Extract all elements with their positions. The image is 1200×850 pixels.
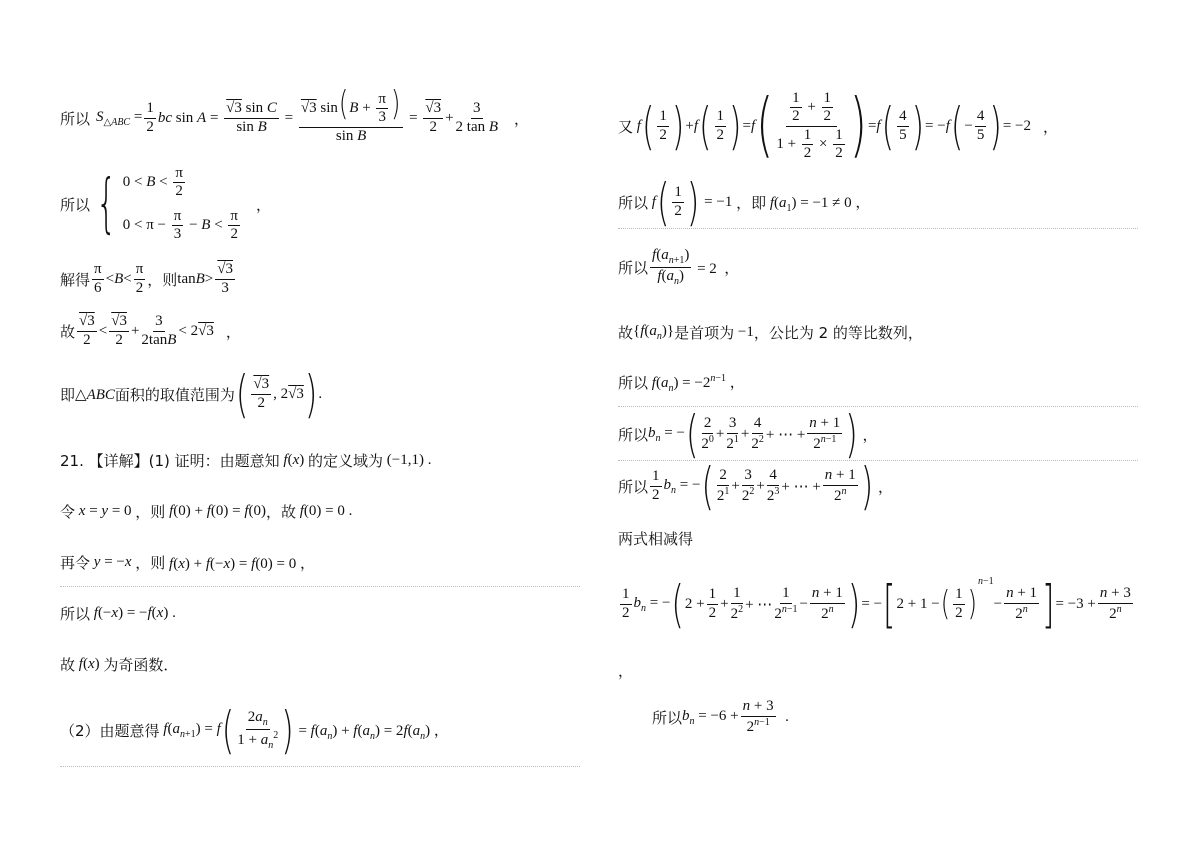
system-line: 所以 { 0 < B < $\frac{\pi}{2}$ 0 < π − $\frac{\pi}{3}$ − B < $\frac{\pi}{2}$ ， xyxy=(60,164,272,242)
text: 所以 xyxy=(60,109,91,128)
text: （2）由题意得 xyxy=(60,721,160,740)
text: ，即 xyxy=(736,193,767,212)
divider xyxy=(60,766,580,767)
step-line: 故 f(x) 为奇函数． xyxy=(60,655,179,674)
text: 故 xyxy=(60,655,76,674)
divider xyxy=(618,460,1138,461)
text: 所以 xyxy=(618,373,649,392)
divider xyxy=(60,586,580,587)
step-line: 所以 f(−x) = −f(x) . xyxy=(60,604,176,623)
formula-line: 所以 $f(a_n) = -2^{n-1}$ ， xyxy=(618,372,745,394)
text: 所以 xyxy=(618,258,649,277)
sequence-line: 故 $\{f(a_n)\}$ 是首项为 −1 ，公比为 2 的等比数列， xyxy=(618,322,923,342)
text: 所以 xyxy=(60,195,91,214)
text: 故 xyxy=(618,323,634,342)
text: ，则 xyxy=(135,502,166,521)
text: 21. 【详解】(1) 证明：由题意知 xyxy=(60,451,280,470)
step-line: 令 x = y = 0 ，则 f(0) + f(0) = f(0) ，故 f(0) = 0 . xyxy=(60,502,353,521)
text: ， xyxy=(618,661,634,680)
value-line: 所以 f ( $\frac{1}{2}$ ) = −1 ，即 $f(a_1) = -1 \ne 0$ ， xyxy=(618,171,871,233)
text: ，公比为 2 的等比数列， xyxy=(753,323,923,342)
solve-line: 解得 $\frac{\pi}{6}$ < B < $\frac{\pi}{2}$ ，则 tan B > √ $\frac{3}{3}$ xyxy=(60,256,237,302)
range-line: 即 △ABC 面积的取值范围为 ( √ $\frac{3}{2}$ , 2 √ 3 ) . xyxy=(60,368,322,420)
step-line: 再令 y = −x ，则 f(x) + f(−x) = f(0) = 0 ， xyxy=(60,553,316,572)
ratio-line: 所以 $\frac{f(a_{n+1})}{f(a_n)}$ = 2 ， xyxy=(618,247,740,287)
text: ，则 xyxy=(147,270,178,289)
divider xyxy=(618,228,1138,229)
part2-line: （2）由题意得 $f(a_{n+1}) = f$ ( $\frac{2a_n}{1 + a_n^2}$ ) = $f(a_n) + f(a_n) = 2f(a_n)$ ， xyxy=(60,699,449,761)
difference-line: $\frac{1}{2}$ $b_n$ = − ( 2 + $\frac{1}{2}$ + $\frac{1}{2^2}$ + ⋯ $\frac{1}{2^{n-1}}$ − $\frac{n + 1}{2^n}$ ) = − [ 2 + 1 − ( $\frac{1}{2}$ ) n−1 − $\frac{n + 1}{2^n}$ ] = −3 + $\frac{n + 3}{2^n}$ xyxy=(622,573,1131,635)
text: 是首项为 xyxy=(674,323,735,342)
text: 故 xyxy=(60,322,76,341)
text: 两式相减得 xyxy=(618,529,694,548)
text: 所以 xyxy=(618,425,649,444)
subtract-label xyxy=(618,526,693,550)
text: 所以 xyxy=(652,708,683,727)
text: ，故 xyxy=(265,502,296,521)
bound-line: 故 √ $\frac{3}{2}$ < √ $\frac{3}{2}$ + $\frac{3}{2\tan B}$ < 2 √ 3 ， xyxy=(60,308,241,354)
right-column xyxy=(618,0,1178,850)
text: 为奇函数． xyxy=(103,655,179,674)
result-line: 所以 $b_n = -6$ + $\frac{n + 3}{2^{n-1}}$ . xyxy=(652,698,789,735)
q21-heading: 21. 【详解】(1) 证明：由题意知 f(x) 的定义域为 (−1,1) . xyxy=(60,451,432,470)
area-formula-line: 所以 $S_{\triangle ABC}$ = $\frac{1}{2}$ bc sin A = √ $\frac{\text{3 sin C}}{\text{sin B}}$ = √ 3 sin(B + $\frac{\pi}{3}$ ) sin B = √ $\frac{3}{2}$ + $\frac{3}{\text{2 tan B}}$ ， xyxy=(60,88,529,148)
value-line: 又 f ( $\frac{1}{2}$ ) + f ( $\frac{1}{2}$ ) = f ( $\frac{1}{2}$ + $\frac{1}{2}$ 1 + $\frac{1}{2}$ × $\frac{1}{2}$ ) = f ( $\frac{4}{5}$ ) = − f ( − $\frac{4}{5}$ ) = −2 ， xyxy=(618,84,1059,166)
text: 即 xyxy=(60,385,76,404)
text: 所以 xyxy=(618,477,649,496)
text: 解得 xyxy=(60,270,91,289)
text: 令 xyxy=(60,502,76,521)
sum-line: 所以 $\frac{1}{2}$ $b_n$ = − ( $\frac{2}{2^1}$ + $\frac{3}{2^2}$ + $\frac{4}{2^3}$ + ⋯ + $\frac{n + 1}{2^n}$ ) ， xyxy=(618,455,893,517)
left-column xyxy=(60,0,620,850)
text: 再令 xyxy=(60,553,91,572)
text: 面积的取值范围为 xyxy=(114,385,235,404)
text: ，则 xyxy=(135,553,166,572)
text: 所以 xyxy=(60,604,91,623)
text: 的定义域为 xyxy=(307,451,383,470)
text: 又 xyxy=(618,117,634,136)
sum-line: 所以 $b_n$ = − ( $\frac{2}{2^0}$ + $\frac{3}{2^1}$ + $\frac{4}{2^2}$ + ⋯ + $\frac{n + 1}{2^{n-1}}$ ) ， xyxy=(618,403,878,465)
text: 所以 xyxy=(618,193,649,212)
comma xyxy=(618,660,633,680)
brace-icon: { xyxy=(96,167,117,241)
